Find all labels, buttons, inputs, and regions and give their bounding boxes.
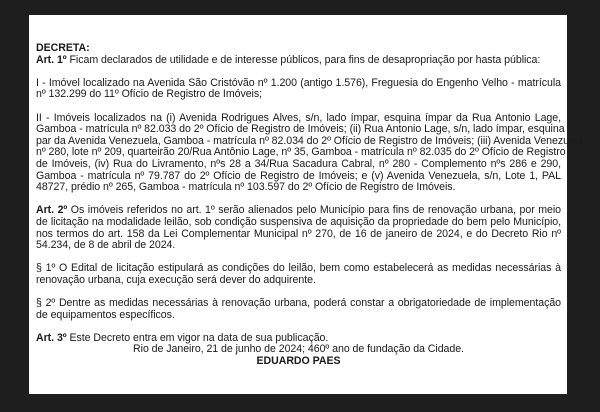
spacer [36, 101, 561, 113]
article-1-text: Ficam declarados de utilidade e de interesse públicos, para fins de desapropriação por hasta pública: [66, 53, 541, 66]
paragraph-2-line: de equipamentos específicos. [36, 308, 175, 321]
item-2-line: nº 280, lote nº 209, quarteirão 20/Rua Antônio Lage, nº 35, Gamboa - matrícula nº 82.035 do 2º Ofício de Registro [36, 146, 566, 159]
article-2-label: Art. 2º [36, 204, 68, 217]
article-1-label: Art. 1º [36, 53, 67, 66]
signature: EDUARDO PAES [256, 355, 341, 368]
item-2-line: par da Avenida Venezuela, Gamboa - matrícula nº 82.034 do 2º Ofício de Registro de Imóveis; (iii) Avenida Venezuela, [36, 134, 586, 147]
item-2-line: II - Imóveis localizados na (i) Avenida Rodrigues Alves, s/n, lado ímpar, esquina ímpar da Rua Antonio Lage, [36, 111, 561, 124]
article-2-line: nos termos do art. 158 da Lei Complementar Municipal nº 270, de 16 de janeiro de 2024, e do Decreto Rio nº [36, 227, 561, 240]
article-1 [36, 55, 561, 67]
item-2-line: Gamboa - matrícula nº 79.787 do 2º Ofício de Registro de Imóveis; e (v) Avenida Venezuela, s/n, Lote 1, PAL [36, 169, 561, 182]
article-3-label: Art. 3º [36, 331, 67, 344]
article-2-line: 54.234, de 8 de abril de 2024. [36, 239, 176, 252]
article-3-text: Este Decreto entra em vigor na data de sua publicação. [66, 331, 329, 344]
item-1-line: I - Imóvel localizado na Avenida São Cristóvão nº 1.200 (antigo 1.576), Freguesia do Engenho Velho - matrícula [36, 76, 561, 89]
article-2-text: Os imóveis referidos no art. 1º serão alienados pelo Município para fins de renovação urbana, por meio [67, 204, 561, 217]
decree-page [29, 15, 586, 394]
article-2-line: de licitação na modalidade leilão, sob condição suspensiva de aquisição da propriedade do bem pelo Município, [36, 215, 561, 228]
item-2-line: 48727, prédio nº 265, Gamboa - matrícula nº 103.597 do 2º Ofício de Registro de Imóveis. [36, 181, 456, 194]
item-1-line: nº 132.299 do 11º Ofício de Registro de Imóveis; [36, 88, 262, 101]
paragraph-2-line: § 2º Dentre as medidas necessárias à renovação urbana, poderá constar a obrigatoriedade de implementação [36, 297, 561, 310]
item-2-line: Gamboa - matrícula nº 82.033 do 2º Ofício de Registro de Imóveis; (ii) Rua Antonio Lage, s/n, lado ímpar, esquina [36, 123, 565, 136]
decree-heading: DECRETA: [36, 42, 90, 54]
paragraph-1-line: § 1º O Edital de licitação estipulará as condições do leilão, bem como estabelecerá as medidas necessárias à [36, 262, 561, 275]
paragraph-1-line: renovação urbana, cuja execução será dever do adquirente. [36, 273, 316, 286]
place-date: Rio de Janeiro, 21 de junho de 2024; 460º ano de fundação da Cidade. [133, 343, 464, 356]
item-2-line: de Imóveis, (iv) Rua do Livramento, nºs 28 a 34/Rua Sacadura Cabral, nº 280 - Complemento nºs 286 e 290, [36, 157, 561, 170]
